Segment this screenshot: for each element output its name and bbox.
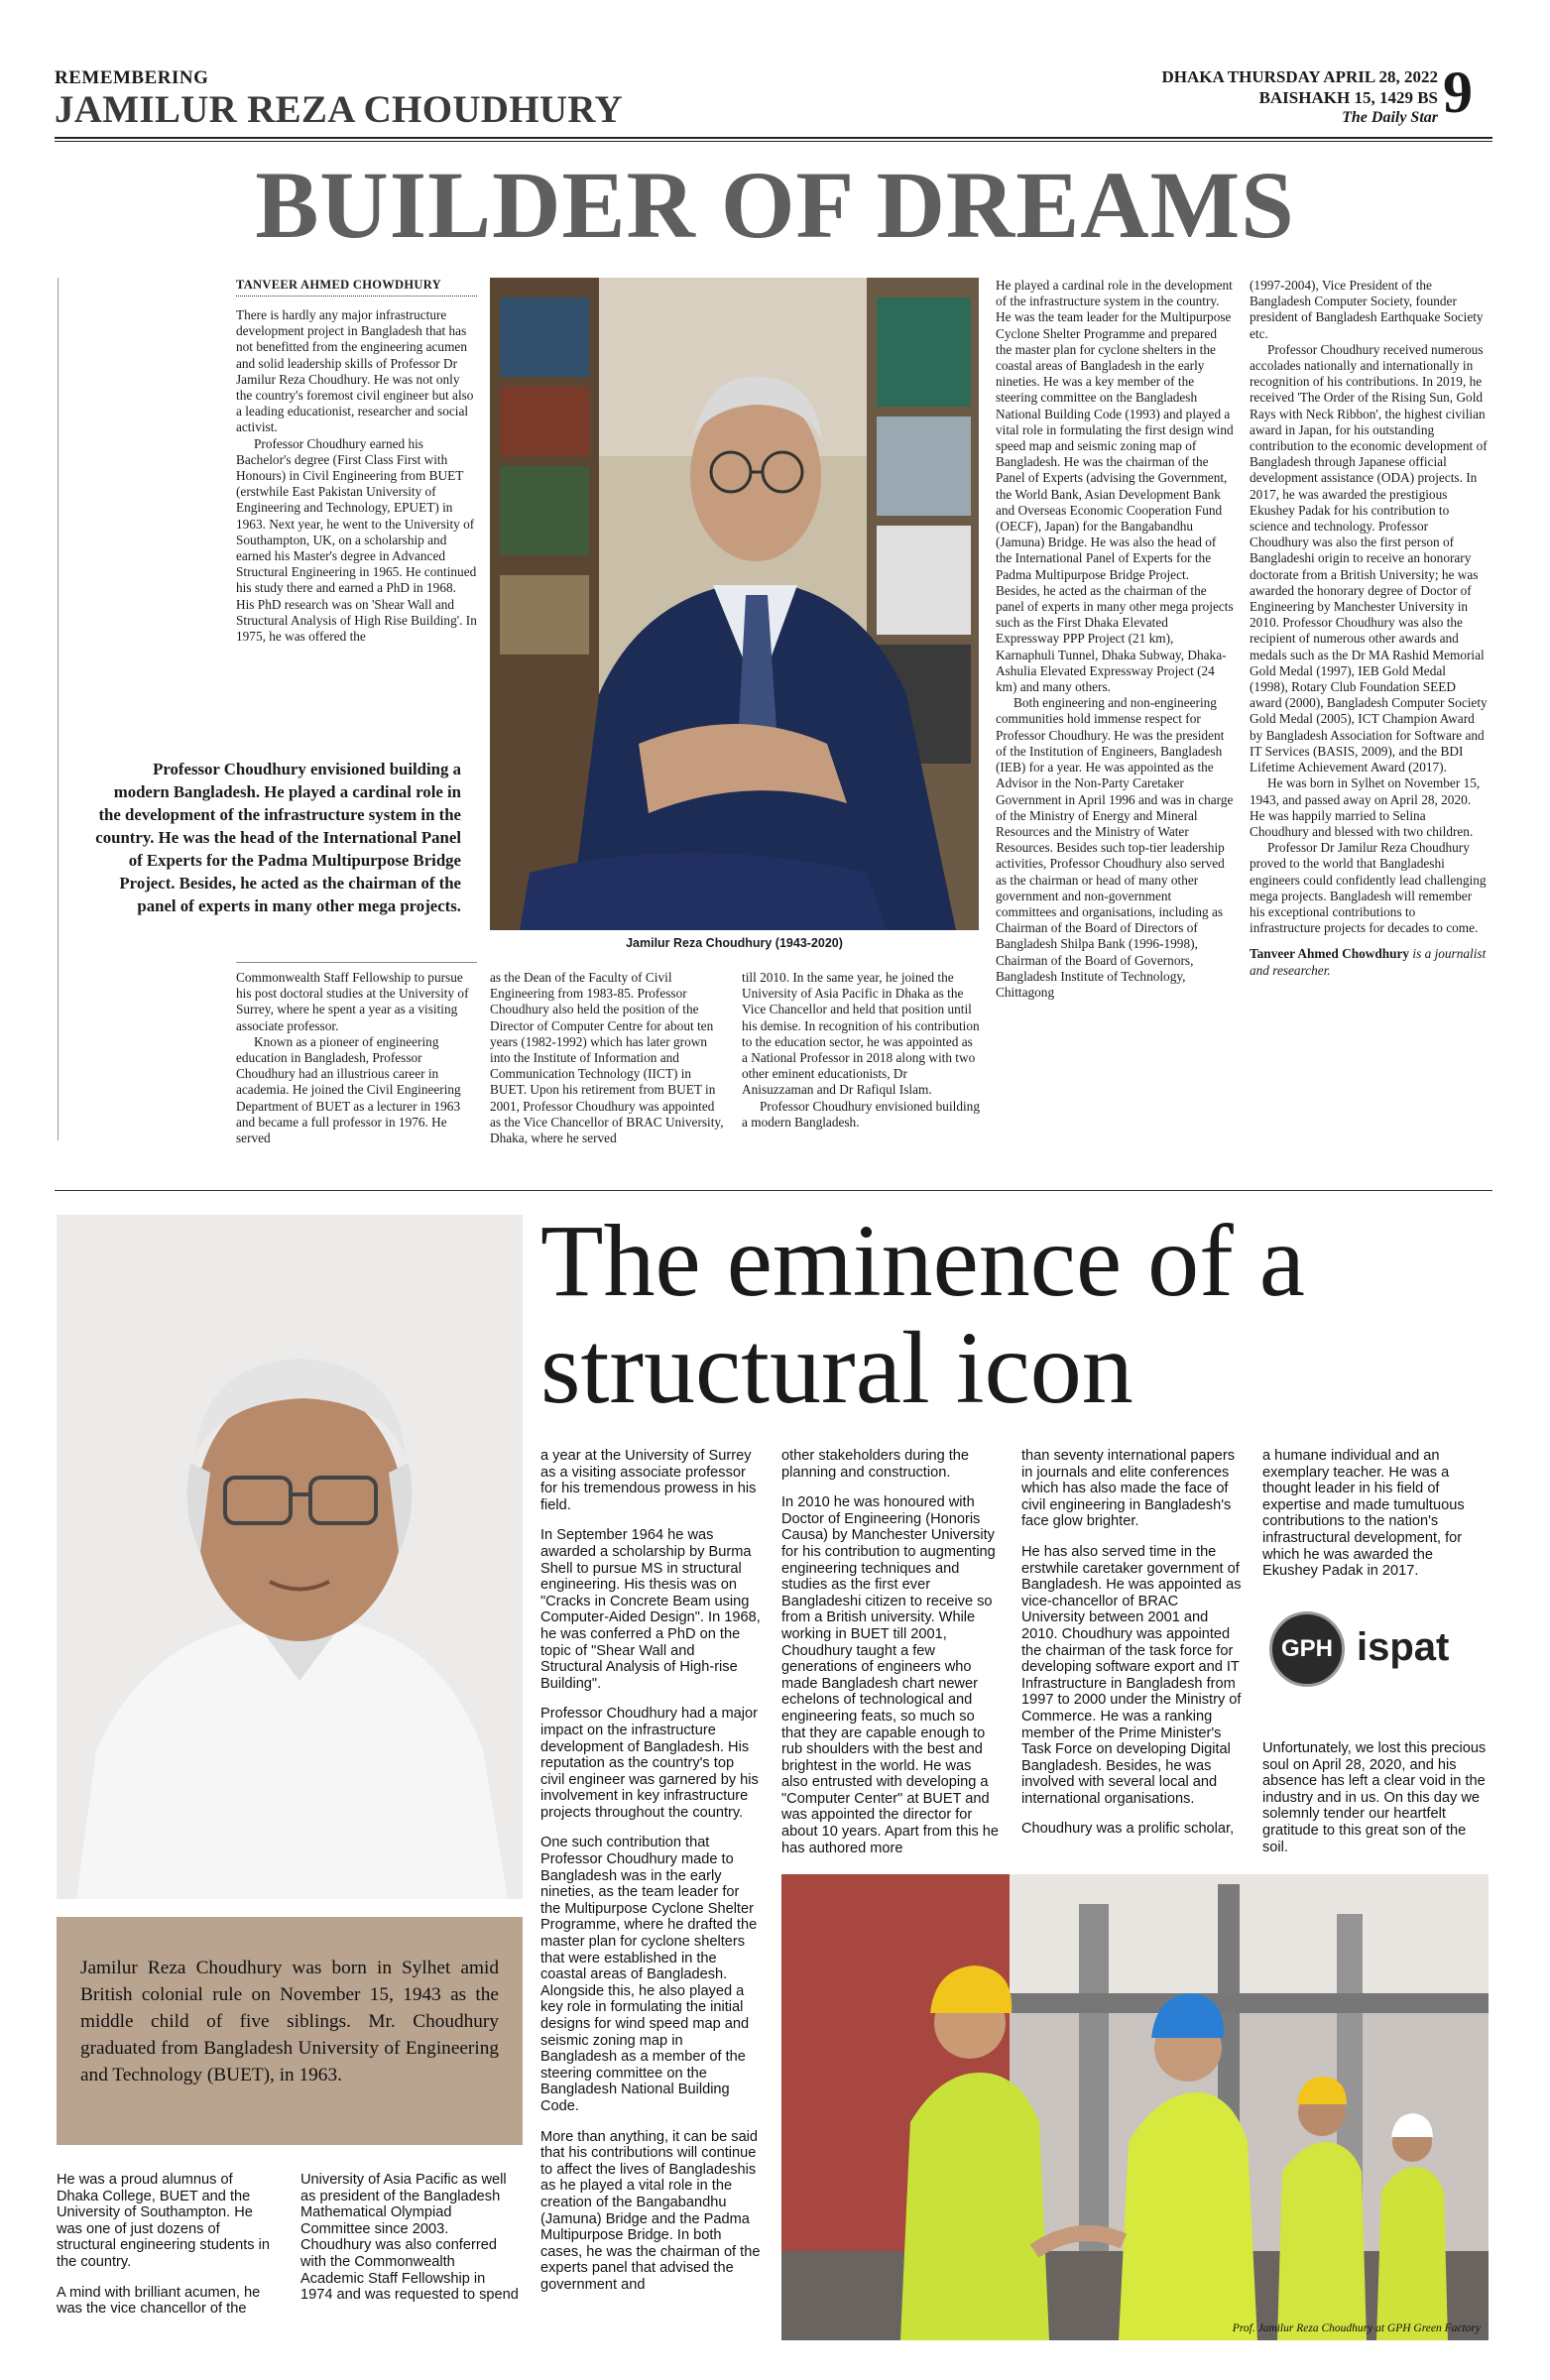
article1-col1-bottom: [236, 970, 477, 1146]
paragraph: One such contribution that Professor Choudhury made to Bangladesh was in the early nineties, as the team leader for the Multipurpose Cyclone Shelter Programme, where he drafted the master plan for cyclone shelters that were established in the coastal areas of Bangladesh. Alongside this, he also played a key role in formulating the initial designs for wind speed map and seismic zoning map in Bangladesh as a member of the steering committee on the Bangladesh National Building Code.: [540, 1835, 758, 2114]
paragraph: In September 1964 he was awarded a scholarship by Burma Shell to pursue MS in structural engineering. His thesis was on "Cracks in Concrete Beam using Computer-Aided Design". In 1968, he was conferred a PhD on the topic of "Shear Wall and Structural Analysis of High-rise Building".: [540, 1527, 761, 1692]
photo-caption: Jamilur Reza Choudhury (1943-2020): [626, 936, 843, 950]
article2-colC: [540, 1448, 761, 2308]
ispat-wordmark: ispat: [1357, 1625, 1450, 1669]
article2-colE: [1021, 1448, 1242, 1851]
headline: BUILDER OF DREAMS: [255, 152, 1295, 258]
paragraph: Commonwealth Staff Fellowship to pursue his post doctoral studies at the University of Surrey, where he spent a year as a visiting associate professor.: [236, 970, 469, 1033]
author-name: Tanveer Ahmed Chowdhury: [1250, 946, 1410, 962]
article1-col5: [1250, 278, 1488, 979]
article1-col3-bottom: [742, 970, 980, 1130]
article1-col4: [996, 278, 1234, 1001]
paragraph: Professor Choudhury had a major impact on the infrastructure development of Bangladesh. His reputation as the country's top civil engineer was garnered by his involvement in key infrastructure projects throughout the country.: [540, 1706, 759, 1821]
factory-illustration: [781, 1874, 1489, 2340]
pull-quote: Professor Choudhury envisioned building a modern Bangladesh. He played a cardinal role in the development of the infrastructure system in the country. He was the head of the International Panel of Experts for the Padma Multipurpose Bridge Project. Besides, he acted as the chairman of the panel of experts in many other mega projects.: [95, 760, 461, 915]
paragraph: University of Asia Pacific as well as president of the Bangladesh Mathematical Olympiad Committee since 2003. Choudhury was also conferred with the Commonwealth Academic Staff Fellowship in 1974 and was requested to spend: [300, 2172, 519, 2304]
section-kicker: REMEMBERING: [55, 67, 209, 88]
paragraph: There is hardly any major infrastructure development project in Bangladesh that has not benefitted from the engineering acumen and solid leadership skills of Professor Dr Jamilur Reza Choudhury. He was not only the country's foremost civil engineer but also a leading educationist, researcher and social activist.: [236, 307, 474, 435]
section-divider: [55, 1190, 1492, 1191]
headline-2-line2: structural icon: [540, 1311, 1133, 1425]
date-line-bangla: BAISHAKH 15, 1429 BS: [1258, 88, 1438, 107]
paragraph: till 2010. In the same year, he joined the University of Asia Pacific in Dhaka as the Vice Chancellor and held that position until his demise. In recognition of his contribution to the education sector, he was appointed as a National Professor in 2018 along with two other eminent educationists, Dr Anisuzzaman and Dr Rafiqul Islam.: [742, 970, 980, 1098]
intro-box-text: Jamilur Reza Choudhury was born in Sylhet amid British colonial rule on November 15, 1943 as the middle child of five siblings. Mr. Choudhury graduated from Bangladesh University of Engineering and Technology (BUET), in 1963.: [80, 1958, 499, 2085]
paragraph: Professor Choudhury envisioned building a modern Bangladesh.: [742, 1098, 980, 1130]
author-note: [1250, 946, 1488, 978]
portrait-illustration: [490, 278, 979, 930]
paragraph: Choudhury was a prolific scholar,: [1021, 1821, 1235, 1838]
paragraph: A mind with brilliant acumen, he was the vice chancellor of the: [57, 2284, 261, 2318]
date-line: DHAKA THURSDAY APRIL 28, 2022: [1161, 67, 1438, 86]
header-rule-thin: [55, 141, 1492, 142]
paragraph: Both engineering and non-engineering communities hold immense respect for Professor Choudhury. He was the president of the Institution of Engineers, Bangladesh (IEB) for a year. He was appointed as the Advisor in the Non-Party Caretaker Government in April 1996 and was in charge of the Ministry of Energy and Mineral Resources and the Ministry of Water Resources. Besides such top-tier leadership activities, Professor Choudhury also served as the chairman or head of many other government and non-government committees and organisations, including as Chairman of the Board of Directors of Bangladesh Shilpa Bank (1996-1998), Chairman of the Board of Governors, Bangladesh Institute of Technology, Chittagong: [996, 695, 1234, 1000]
article2-colA: [57, 2172, 275, 2331]
article2-colB: [300, 2172, 521, 2318]
header-rule: [55, 137, 1492, 139]
paragraph: a humane individual and an exemplary teacher. He was a thought leader in his field of expertise and made tumultuous contributions to the nation's infrastructural development, for which he was awarded the Ekushey Padak in 2017.: [1262, 1448, 1465, 1580]
paragraph: a year at the University of Surrey as a visiting associate professor for his tremendous prowess in his field.: [540, 1448, 757, 1513]
article2-colF-bottom: [1262, 1740, 1490, 1869]
portrait-photo: [490, 278, 979, 930]
paragraph: Professor Choudhury earned his Bachelor's degree (First Class First with Honours) in Civil Engineering from BUET (erstwhile East Pakistan University of Engineering and Technology, EPUET) in 1963. Next year, he went to the University of Southampton, UK, on a scholarship and earned his Master's degree in Advanced Structural Engineering in 1965. He continued his study there and earned a PhD in 1968. His PhD research was on 'Shear Wall and Structural Analysis of High Rise Building'. In 1975, he was offered the: [236, 435, 477, 645]
factory-photo: [781, 1874, 1489, 2340]
factory-photo-caption: Prof. Jamilur Reza Choudhury at GPH Green Factory: [1232, 2322, 1481, 2334]
paragraph: In 2010 he was honoured with Doctor of Engineering (Honoris Causa) by Manchester University for his contribution to augmenting engineering techniques and studies as the first ever Bangladeshi citizen to receive so from a British university. While working in BUET till 2001, Choudhury taught a few generations of engineers who made Bangladesh chart newer echelons of technological and engineering feats, so much so that they are capable enough to rub shoulders with the best and brightest in the world. He was also entrusted with developing a "Computer Center" at BUET and was appointed the director for about 10 years. Apart from this he has authored more: [781, 1494, 1000, 1856]
paragraph: More than anything, it can be said that his contributions will continue to affect the lives of Bangladeshis as he played a vital role in the creation of the Bangabandhu (Jamuna) Bridge and the Padma Multipurpose Bridge. In both cases, he was the chairman of the experts panel that advised the government and: [540, 2128, 761, 2293]
paragraph: He has also served time in the erstwhile caretaker government of Bangladesh. He was appointed as vice-chancellor of BRAC University between 2001 and 2010. Choudhury was appointed the chairman of the task force for developing software export and IT Infrastructure in Bangladesh from 1997 to 2000 under the Ministry of Commerce. He was a ranking member of the Prime Minister's Task Force on developing Digital Bangladesh. Besides, he was involved with several local and international organisations.: [1021, 1543, 1242, 1807]
paragraph: (1997-2004), Vice President of the Bangladesh Computer Society, founder president of Bangladesh Earthquake Society etc.: [1250, 278, 1484, 341]
paragraph: Known as a pioneer of engineering education in Bangladesh, Professor Choudhury had an illustrious career in academia. He joined the Civil Engineering Department of BUET as a lecturer in 1963 and became a full professor in 1976. He served: [236, 1033, 461, 1146]
portrait-photo-2: [57, 1215, 523, 1899]
section-title: JAMILUR REZA CHOUDHURY: [55, 88, 623, 131]
sponsor-logo: [1269, 1611, 1488, 1691]
paragraph: Professor Dr Jamilur Reza Choudhury proved to the world that Bangladeshi engineers could confidently lead challenging mega projects. Bangladesh will remember his exceptional contributions to infrastructure projects for decades to come.: [1250, 840, 1487, 936]
page-number: 9: [1443, 60, 1473, 125]
paragraph: as the Dean of the Faculty of Civil Engineering from 1983-85. Professor Choudhury also held the position of the Director of Computer Centre for about ten years (1982-1992) which has later grown into the Institute of Information and Communication Technology (IICT) in BUET. Upon his retirement from BUET in 2001, Professor Choudhury was appointed as the Vice Chancellor of BRAC University, Dhaka, where he served: [490, 970, 724, 1146]
byline-rule: [236, 295, 477, 297]
portrait-illustration: [57, 1215, 523, 1899]
column-rule-left: [58, 278, 59, 1140]
gph-badge-icon: [1269, 1611, 1345, 1687]
headline-2: [540, 1204, 1502, 1425]
paragraph: He was born in Sylhet on November 15, 1943, and passed away on April 28, 2020. He was happily married to Selina Choudhury and blessed with two children.: [1250, 775, 1481, 839]
column-rule: [236, 962, 477, 963]
intro-box: [57, 1917, 523, 2145]
article1-col1-top: [236, 307, 477, 645]
byline: TANVEER AHMED CHOWDHURY: [236, 278, 441, 292]
paragraph: Unfortunately, we lost this precious soul on April 28, 2020, and his absence has left a clear void in the industry and in us. On this day we solemnly tender our heartfelt gratitude to this great son of the soil.: [1262, 1740, 1487, 1855]
paragraph: Professor Choudhury received numerous accolades nationally and internationally in recognition of his contributions. In 2019, he received 'The Order of the Rising Sun, Gold Rays with Neck Ribbon', the highest civilian award in Japan, for his outstanding contribution to the economic development of Bangladesh through Japanese official development assistance (ODA) projects. In 2017, he was awarded the prestigious Ekushey Padak for his contribution to science and technology. Professor Choudhury was also the first person of Bangladeshi origin to receive an honorary doctorate from a British University; he was awarded the honorary degree of Doctor of Engineering by Manchester University in 2010. Professor Choudhury was also the recipient of numerous other awards and medals such as the Dr MA Rashid Memorial Gold Medal (1997), IEB Gold Medal (1998), Rotary Club Foundation SEED award (2000), Bangladesh Computer Society Gold Medal (2005), ICT Champion Award by Bangladesh Association for Software and IT Services (BASIS, 2009), and the BDI Lifetime Achievement Award (2017).: [1250, 341, 1488, 775]
author-description: is a journalist and researcher.: [1250, 946, 1487, 978]
headline-2-line1: The eminence of a: [540, 1204, 1305, 1318]
gph-badge-text: GPH: [1280, 1635, 1333, 1662]
article2-colD: [781, 1448, 1002, 1870]
paragraph: than seventy international papers in journals and elite conferences which has also made the face of civil engineering in Bangladesh's face glow brighter.: [1021, 1448, 1235, 1530]
paragraph: other stakeholders during the planning and construction.: [781, 1448, 970, 1481]
paper-name: The Daily Star: [1342, 109, 1438, 126]
paragraph: He played a cardinal role in the development of the infrastructure system in the country. He was the team leader for the Multipurpose Cyclone Shelter Programme and prepared the master plan for cyclone shelters in the coastal areas of Bangladesh in the early nineties. He was a key member of the steering committee on the Bangladesh National Building Code (1993) and played a vital role in formulating the first design wind speed map and seismic zoning map of Bangladesh. He was the chairman of the Panel of Experts (advising the Government, the World Bank, Asian Development Bank and Overseas Economic Cooperation Fund (OECF), Japan) for the Bangabandhu (Jamuna) Bridge. He was also the head of the International Panel of Experts for the Padma Multipurpose Bridge Project. Besides, he acted as the chairman of the panel of experts in many other mega projects such as the First Dhaka Elevated Expressway PPP Project (21 km), Karnaphuli Tunnel, Dhaka Subway, Dhaka-Ashulia Elevated Expressway Project (24 km) and many others.: [996, 278, 1234, 695]
article2-colF: [1262, 1448, 1490, 1594]
paragraph: He was a proud alumnus of Dhaka College, BUET and the University of Southampton. He was one of just dozens of structural engineering students in the country.: [57, 2172, 270, 2270]
article1-col2-bottom: [490, 970, 728, 1146]
